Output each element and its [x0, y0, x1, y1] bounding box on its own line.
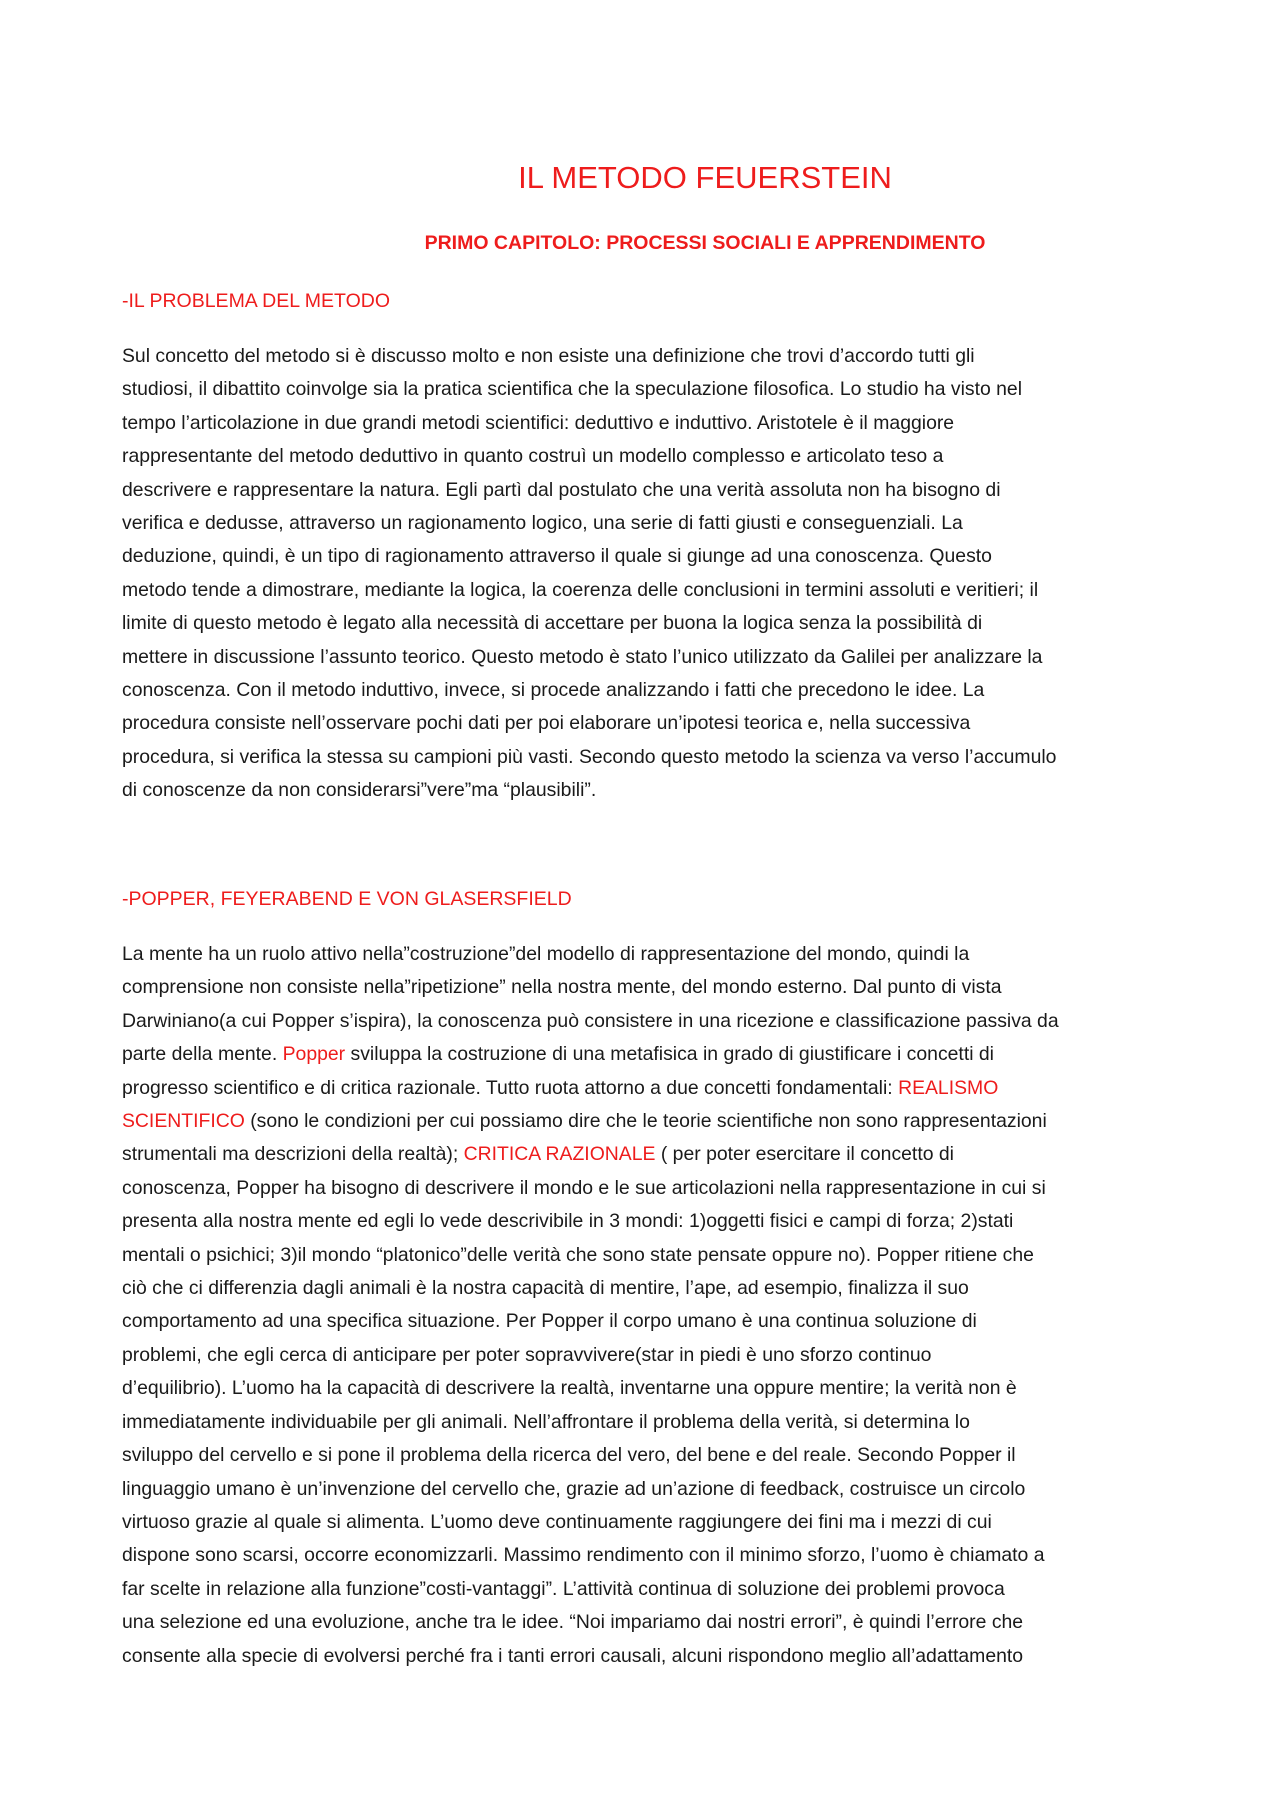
paragraph-line: conoscenza, Popper ha bisogno di descrivere il mondo e le sue articolazioni nella rappresentazione in cui si	[122, 1176, 1046, 1199]
paragraph-line: d’equilibrio). L’uomo ha la capacità di descrivere la realtà, inventarne una oppure mentire; la verità non è	[122, 1377, 1017, 1400]
text-run: progresso scientifico e di critica razionale. Tutto ruota attorno a due concetti fondamentali:	[122, 1076, 899, 1099]
paragraph-line: ciò che ci differenzia dagli animali è la nostra capacità di mentire, l’ape, ad esempio, finalizza il suo	[122, 1277, 969, 1300]
paragraph-line: sviluppo del cervello e si pone il problema della ricerca del vero, del bene e del reale. Secondo Popper il	[122, 1444, 1016, 1467]
highlighted-term: SCIENTIFICO	[122, 1110, 245, 1133]
paragraph-line: tempo l’articolazione in due grandi metodi scientifici: deduttivo e induttivo. Aristotele è il maggiore	[122, 411, 955, 434]
paragraph-line	[122, 1105, 1170, 1138]
highlighted-term: Popper	[282, 1043, 346, 1066]
paragraph-line: procedura consiste nell’osservare pochi dati per poi elaborare un’ipotesi teorica e, nella successiva	[122, 712, 971, 735]
paragraph-line: studiosi, il dibattito coinvolge sia la pratica scientifica che la speculazione filosofica. Lo studio ha visto nel	[122, 378, 1023, 401]
paragraph-line: conoscenza. Con il metodo induttivo, invece, si procede analizzando i fatti che precedono le idee. La	[122, 679, 985, 702]
text-run: ( per poter esercitare il concetto di	[655, 1143, 954, 1166]
paragraph-line: procedura, si verifica la stessa su campioni più vasti. Secondo questo metodo la scienza va verso l’accumulo	[122, 745, 1057, 768]
paragraph-line	[122, 1038, 1170, 1071]
paragraph-line: deduzione, quindi, è un tipo di ragionamento attraverso il quale si giunge ad una conoscenza. Questo	[122, 545, 992, 568]
section-heading-metodo: -IL PROBLEMA DEL METODO	[122, 290, 391, 312]
paragraph-line	[122, 1138, 1170, 1171]
paragraph-line: dispone sono scarsi, occorre economizzarli. Massimo rendimento con il minimo sforzo, l’uomo è chiamato a	[122, 1544, 1045, 1567]
paragraph-line: limite di questo metodo è legato alla necessità di accettare per buona la logica senza la possibilità di	[122, 612, 983, 635]
highlighted-term: CRITICA RAZIONALE	[463, 1143, 656, 1166]
text-run: sviluppa la costruzione di una metafisica in grado di giustificare i concetti di	[345, 1043, 994, 1066]
paragraph-line: consente alla specie di evolversi perché fra i tanti errori causali, alcuni rispondono meglio all’adattamento	[122, 1644, 1024, 1667]
section-paragraph-metodo	[122, 340, 1170, 808]
paragraph-line	[122, 1072, 1170, 1105]
text-run: (sono le condizioni per cui possiamo dire che le teorie scientifiche non sono rappresentazioni	[244, 1110, 1047, 1133]
paragraph-line: comportamento ad una specifica situazione. Per Popper il corpo umano è una continua soluzione di	[122, 1310, 977, 1333]
paragraph-line: comprensione non consiste nella”ripetizione” nella nostra mente, del mondo esterno. Dal punto di vista	[122, 976, 1002, 999]
paragraph-line: presenta alla nostra mente ed egli lo vede descrivibile in 3 mondi: 1)oggetti fisici e campi di forza; 2)stati	[122, 1210, 1014, 1233]
paragraph-line: descrivere e rappresentare la natura. Egli partì dal postulato che una verità assoluta non ha bisogno di	[122, 478, 1001, 501]
text-run: parte della mente.	[122, 1043, 283, 1066]
paragraph-line: una selezione ed una evoluzione, anche tra le idee. “Noi impariamo dai nostri errori”, è quindi l’errore che	[122, 1611, 1024, 1634]
paragraph-line: rappresentante del metodo deduttivo in quanto costruì un modello complesso e articolato teso a	[122, 445, 944, 468]
paragraph-line: verifica e dedusse, attraverso un ragionamento logico, una serie di fatti giusti e conseguenziali. La	[122, 512, 963, 535]
document-title: IL METODO FEUERSTEIN	[518, 160, 892, 195]
paragraph-line: linguaggio umano è un’invenzione del cervello che, grazie ad un’azione di feedback, costruisce un circolo	[122, 1477, 1026, 1500]
paragraph-line: mentali o psichici; 3)il mondo “platonico”delle verità che sono state pensate oppure no). Popper ritiene che	[122, 1243, 1034, 1266]
paragraph-line: mettere in discussione l’assunto teorico. Questo metodo è stato l’unico utilizzato da Galilei per analizzare la	[122, 645, 1043, 668]
paragraph-line: di conoscenze da non considerarsi”vere”ma “plausibili”.	[122, 779, 597, 802]
section-paragraph-popper	[122, 938, 1170, 1673]
paragraph-line: problemi, che egli cerca di anticipare per poter sopravvivere(star in piedi è uno sforzo continuo	[122, 1343, 932, 1366]
highlighted-term: REALISMO	[898, 1076, 999, 1099]
paragraph-line: Darwiniano(a cui Popper s’ispira), la conoscenza può consistere in una ricezione e classificazione passiva da	[122, 1009, 1059, 1032]
paragraph-line: Sul concetto del metodo si è discusso molto e non esiste una definizione che trovi d’accordo tutti gli	[122, 345, 975, 367]
text-run: strumentali ma descrizioni della realtà);	[122, 1143, 464, 1166]
section-heading-popper: -POPPER, FEYERABEND E VON GLASERSFIELD	[122, 888, 572, 910]
paragraph-line: immediatamente individuabile per gli animali. Nell’affrontare il problema della verità, si determina lo	[122, 1410, 970, 1433]
paragraph-line: virtuoso grazie al quale si alimenta. L’uomo deve continuamente raggiungere dei fini ma i mezzi di cui	[122, 1510, 992, 1533]
paragraph-line: metodo tende a dimostrare, mediante la logica, la coerenza delle conclusioni in termini assoluti e veritieri; il	[122, 578, 1039, 601]
paragraph-line: far scelte in relazione alla funzione”costi-vantaggi”. L’attività continua di soluzione dei problemi provoca	[122, 1577, 1005, 1600]
chapter-title: PRIMO CAPITOLO: PROCESSI SOCIALI E APPRENDIMENTO	[424, 232, 986, 254]
paragraph-line: La mente ha un ruolo attivo nella”costruzione”del modello di rappresentazione del mondo, quindi la	[122, 943, 970, 965]
